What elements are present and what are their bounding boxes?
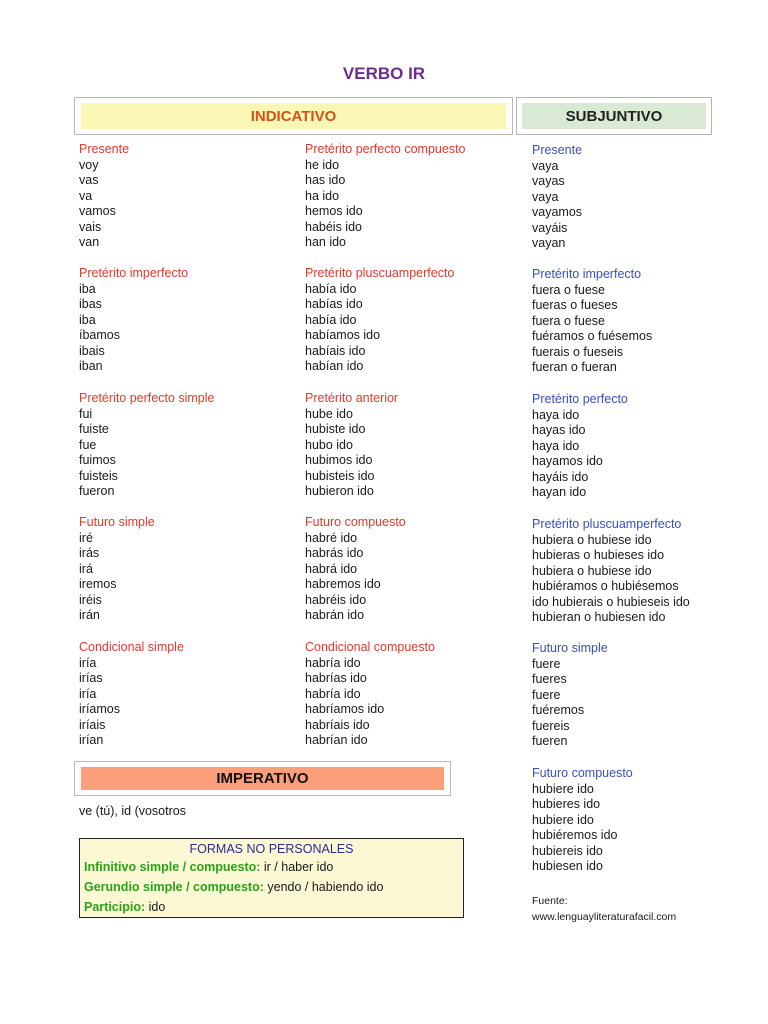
verb-form: habrás ido [305,546,364,560]
verb-form: iríais [79,717,106,732]
verb-form: íbamos [79,328,120,342]
verb-form: iré [79,530,93,545]
verb-form: hubiste ido [305,422,366,436]
tense-block [532,143,582,252]
verb-form: han ido [305,235,347,249]
verb-form: fuimos [79,453,116,467]
source-label: Fuente: [532,895,568,907]
tense-block [79,266,188,375]
source-url[interactable]: www.lenguayliteraturafacil.com [532,911,677,923]
tense-block [305,391,398,500]
tense-heading: Presente [79,142,130,156]
verb-form: hube ido [305,406,353,421]
tense-heading: Condicional compuesto [305,640,435,654]
verb-form: hubiere ido [532,812,594,827]
verb-form: fui [79,406,93,421]
verb-form: habíais ido [305,343,366,358]
verb-form: irías [79,671,103,685]
verb-form: habrían ido [305,733,368,747]
tense-block [79,142,129,251]
tense-block [305,142,466,251]
verb-form: habría ido [305,686,361,701]
tense-block [532,517,690,626]
verb-form: hubiera o hubiese ido [532,532,652,547]
gerundio-value: yendo / habiendo ido [263,880,384,894]
verb-form: hubieras o hubieses ido [532,548,665,562]
tense-heading: Futuro simple [79,515,155,529]
verb-form: vaya [532,189,559,204]
verb-form: fuiste [79,422,109,436]
verb-form: iría [79,655,97,670]
verb-form: fueron [79,484,115,498]
verb-form: hayas ido [532,423,586,437]
verb-form: habréis ido [305,592,367,607]
subjuntivo-banner [516,97,712,135]
indicativo-label: INDICATIVO [81,103,506,129]
verb-form: irán [79,608,100,622]
tense-heading: Pretérito imperfecto [79,266,189,280]
tense-heading: Pretérito perfecto compuesto [305,142,466,156]
verb-form: ha ido [305,188,340,203]
verb-form: vayas [532,174,565,188]
tense-block [305,640,435,749]
verb-form: iba [79,281,96,296]
verb-form: fuereis [532,718,570,733]
participio-value: ido [145,900,166,914]
verb-form: habían ido [305,359,364,373]
verb-form: fuera o fuese [532,313,605,328]
verb-form: fuéremos [532,703,585,717]
verb-form: vayan [532,236,566,250]
verb-form: iría [79,686,97,701]
verb-form: hubisteis ido [305,468,375,483]
gerundio-label: Gerundio simple / compuesto: [84,880,264,894]
verb-form: habrías ido [305,671,367,685]
verb-form: vayamos [532,205,583,219]
verb-form: has ido [305,173,346,187]
verb-form: van [79,235,100,249]
verb-form: habré ido [305,530,358,545]
verb-form: haya ido [532,407,580,422]
tense-block [305,515,406,624]
verb-form: hubiéramos o hubiésemos [532,579,679,593]
gerundio-line [84,880,383,894]
imperativo-banner [74,761,451,796]
verb-form: fuere [532,687,561,702]
verb-form: irás [79,546,100,560]
verb-form: fuere [532,656,561,671]
verb-form: va [79,188,93,203]
verb-form: había ido [305,312,357,327]
verb-form: vaya [532,158,559,173]
verb-form: fueren [532,734,568,748]
verb-form: hubo ido [305,437,353,452]
verb-form: habremos ido [305,577,381,591]
verb-form: iríamos [79,702,120,716]
participio-line [84,900,165,914]
verb-form: fue [79,437,97,452]
verb-form: hemos ido [305,204,363,218]
verb-form: habíamos ido [305,328,381,342]
verb-form: fuerais o fueseis [532,344,624,359]
infinitivo-label: Infinitivo simple / compuesto: [84,860,261,874]
verb-form: vais [79,219,102,234]
verb-form: fuéramos o fuésemos [532,329,653,343]
verb-form: fueres [532,672,567,686]
subjuntivo-label: SUBJUNTIVO [522,103,706,129]
verb-form: fuera o fuese [532,282,605,297]
tense-heading: Pretérito perfecto [532,392,628,406]
verb-form: hayamos ido [532,454,603,468]
tense-heading: Pretérito imperfecto [532,267,642,281]
verb-form: hubieran o hubiesen ido [532,610,666,624]
tense-block [305,266,454,375]
verb-form: fueran o fueran [532,360,617,374]
verb-form: iréis [79,592,102,607]
verb-form: vayáis [532,220,568,235]
infinitivo-value: ir / haber ido [260,860,334,874]
verb-form: ido hubierais o hubieseis ido [532,594,690,609]
tense-heading: Pretérito pluscuamperfecto [305,266,455,280]
verb-form: habrá ido [305,561,358,576]
verb-form: habías ido [305,297,363,311]
verb-form: iba [79,312,96,327]
tense-block [79,515,155,624]
formas-no-personales-title: FORMAS NO PERSONALES [189,842,354,856]
verb-form: habrán ido [305,608,365,622]
verb-form: habéis ido [305,219,362,234]
verb-form: irían [79,733,104,747]
formas-no-personales-box [79,838,464,918]
verb-form: hayan ido [532,485,587,499]
tense-heading: Pretérito anterior [305,391,399,405]
infinitivo-line [84,860,333,874]
tense-heading: Futuro simple [532,641,608,655]
verb-form: voy [79,157,99,172]
tense-heading: Condicional simple [79,640,184,654]
tense-heading: Futuro compuesto [532,766,633,780]
imperativo-forms: ve (tú), id (vosotros [79,804,186,818]
tense-heading: Pretérito perfecto simple [79,391,215,405]
verb-form: vas [79,173,99,187]
tense-block [532,267,652,376]
verb-form: vamos [79,204,116,218]
verb-form: había ido [305,281,357,296]
tense-block [79,391,214,500]
indicativo-banner [74,97,513,135]
tense-block [79,640,184,749]
tense-block [532,641,608,750]
source-note [532,893,676,925]
verb-form: habríamos ido [305,702,385,716]
verb-form: hubiesen ido [532,859,603,873]
verb-form: haya ido [532,438,580,453]
tense-heading: Futuro compuesto [305,515,406,529]
tense-block [532,392,628,501]
verb-form: hubiere ido [532,781,594,796]
tense-heading: Pretérito pluscuamperfecto [532,517,682,531]
participio-label: Participio: [84,900,146,914]
verb-form: hubieres ido [532,797,601,811]
verb-form: hubimos ido [305,453,373,467]
verb-form: hubiereis ido [532,843,603,858]
tense-heading: Presente [532,143,583,157]
verb-form: hubieron ido [305,484,374,498]
verb-form: ibas [79,297,102,311]
verb-form: hubiéremos ido [532,828,618,842]
verb-form: iban [79,359,103,373]
tense-block [532,766,633,875]
verb-form: iremos [79,577,117,591]
verb-form: habría ido [305,655,361,670]
verb-form: ibais [79,343,105,358]
verb-form: hubiera o hubiese ido [532,563,652,578]
verb-form: fuisteis [79,468,118,483]
imperativo-label: IMPERATIVO [81,767,444,790]
page-title: VERBO IR [342,64,426,83]
verb-form: irá [79,561,93,576]
verb-form: habríais ido [305,717,370,732]
verb-form: he ido [305,157,340,172]
verb-form: fueras o fueses [532,298,618,312]
verb-form: hayáis ido [532,469,589,484]
